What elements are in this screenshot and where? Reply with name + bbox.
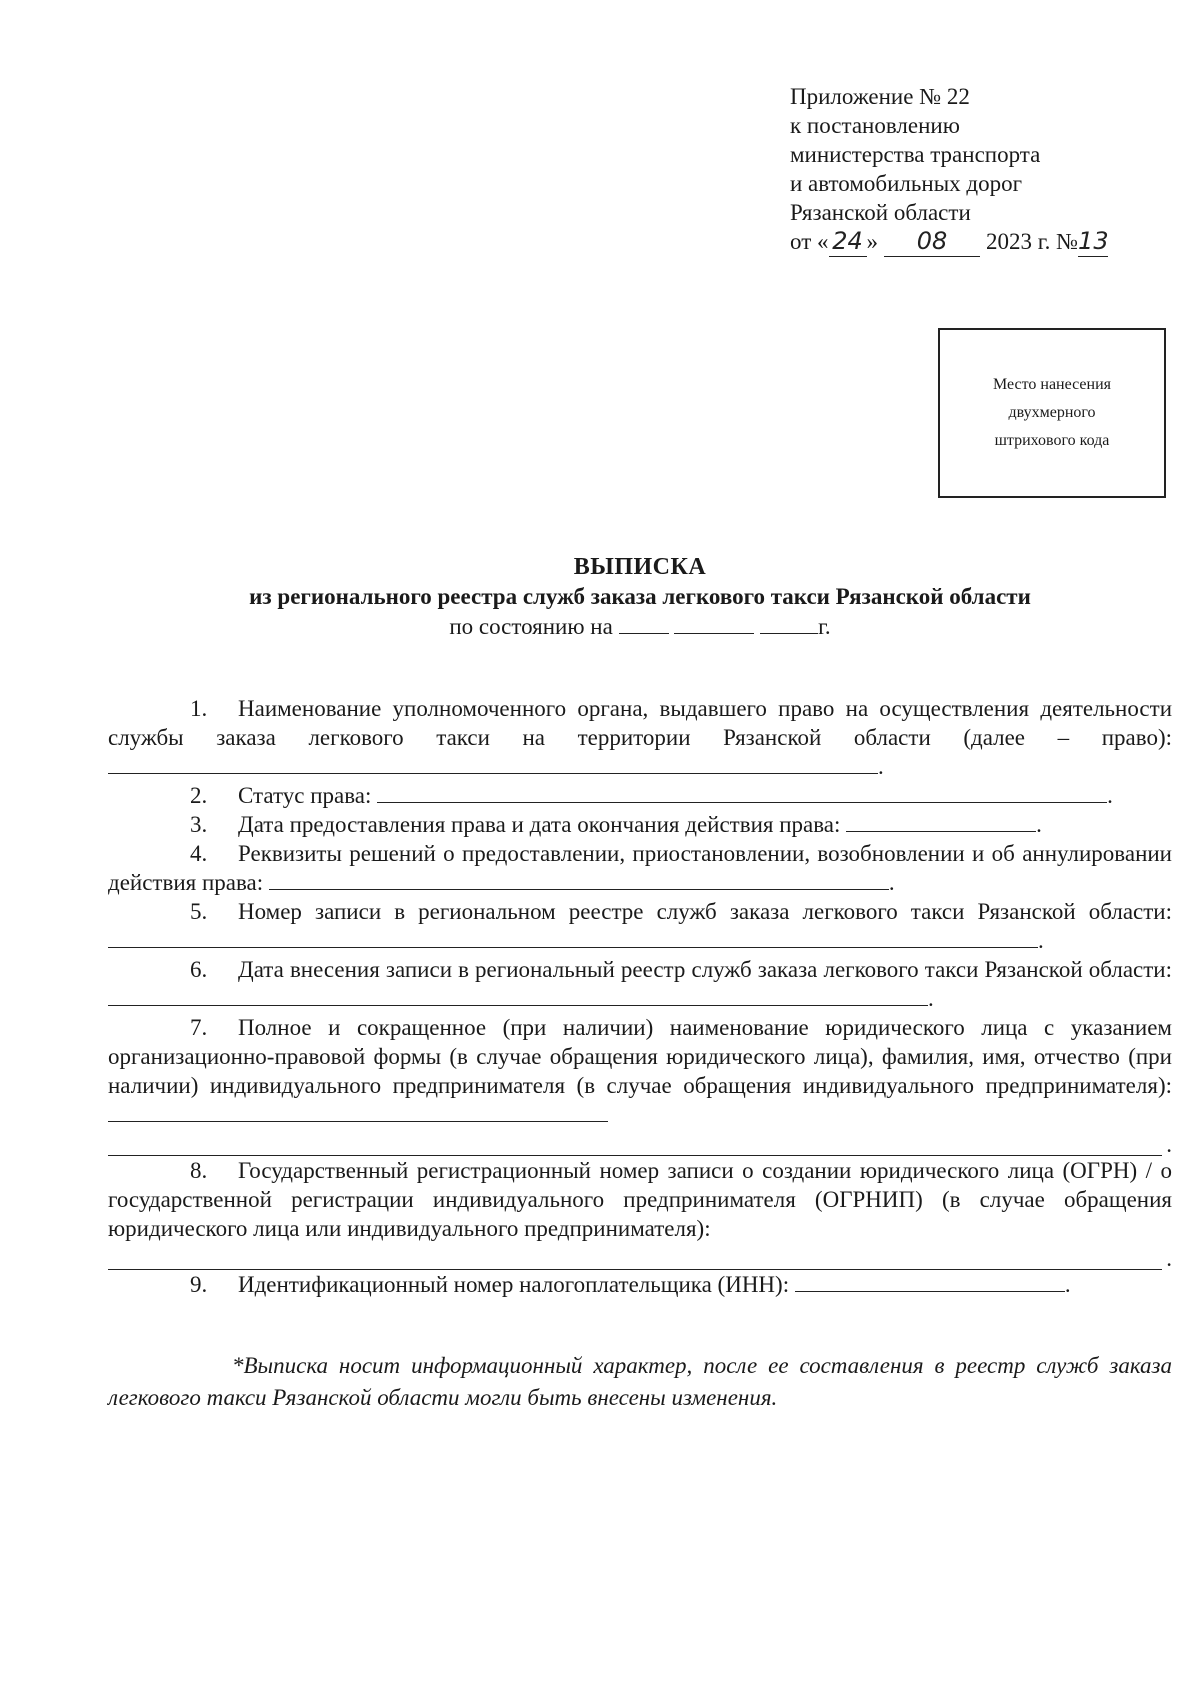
- field-entity-name[interactable]: [108, 1100, 608, 1122]
- barcode-label-3: штрихового кода: [994, 432, 1110, 449]
- as-of-year-blank[interactable]: [760, 613, 818, 634]
- informational-note: *Выписка носит информационный характер, после ее составления в реестр служб заказа легкового такси Рязанской области могли быть внесены изменения.: [108, 1353, 1172, 1410]
- appendix-number: Приложение № 22: [790, 84, 970, 109]
- form-item-8: 8. Государственный регистрационный номер записи о создании юридического лица (ОГРН) / о государственной регистрации индивидуального предпринимателя (ОГРНИП) (в случае обращения юридического лица или индивидуального предпринимателя):: [108, 1158, 1172, 1241]
- field-entity-name-continued[interactable]: [108, 1129, 1162, 1156]
- as-of-day-blank[interactable]: [619, 613, 669, 634]
- form-item-5: 5. Номер записи в региональном реестре служб заказа легкового такси Рязанской области: .: [108, 897, 1172, 955]
- form-item-7: 7. Полное и сокращенное (при наличии) наименование юридического лица с указанием организационно-правовой формы (в случае обращения юридического лица), фамилия, имя, отчество (при наличии) индивидуального предпринимателя (в случае обращения индивидуального предпринимателя):: [108, 1013, 1172, 1129]
- field-ogrn[interactable]: [108, 1243, 1162, 1270]
- handwritten-doc-number: 13: [1078, 227, 1109, 255]
- appendix-date-line: от « 24 » 08 2023 г. №13: [790, 227, 1109, 255]
- field-decisions[interactable]: [269, 868, 889, 890]
- field-right-dates[interactable]: [846, 810, 1036, 832]
- form-item-1: 1. Наименование уполномоченного органа, выдавшего право на осуществления деятельности службы заказа легкового такси на территории Рязанской области (далее – право): .: [108, 696, 1172, 779]
- form-item-4: 4. Реквизиты решений о предоставлении, приостановлении, возобновлении и об аннулировании действия права: .: [108, 841, 1172, 895]
- appendix-line-5: Рязанской области: [790, 200, 971, 225]
- barcode-label-1: Место нанесения: [992, 376, 1111, 393]
- document-title: ВЫПИСКА: [573, 554, 707, 580]
- as-of-line: по состоянию на г.: [449, 614, 831, 639]
- barcode-label-2: двухмерного: [1008, 404, 1096, 421]
- form-item-9: 9. Идентификационный номер налогоплательщика (ИНН): .: [190, 1272, 1071, 1297]
- document-subtitle: из регионального реестра служб заказа легкового такси Рязанской области: [249, 584, 1031, 609]
- appendix-line-2: к постановлению: [790, 113, 960, 138]
- handwritten-month: 08: [884, 227, 980, 257]
- appendix-line-4: и автомобильных дорог: [790, 171, 1023, 196]
- date-year: 2023 г. №: [986, 229, 1079, 254]
- barcode-placeholder-box: [938, 328, 1166, 498]
- title-block: [100, 552, 1180, 642]
- field-authority-name[interactable]: [108, 752, 878, 774]
- form-item-3: 3. Дата предоставления права и дата окончания действия права: .: [190, 812, 1042, 837]
- appendix-line-3: министерства транспорта: [790, 142, 1041, 167]
- form-item-2: 2. Статус права: .: [190, 783, 1113, 808]
- as-of-month-blank[interactable]: [674, 613, 754, 634]
- field-record-number[interactable]: [108, 926, 1038, 948]
- form-body: [108, 694, 1172, 1299]
- field-record-date[interactable]: [108, 984, 928, 1006]
- field-inn[interactable]: [795, 1270, 1065, 1292]
- handwritten-day: 24: [829, 227, 867, 257]
- field-right-status[interactable]: [377, 781, 1107, 803]
- appendix-header: [790, 82, 1108, 257]
- form-item-6: 6. Дата внесения записи в региональный реестр служб заказа легкового такси Рязанской области: .: [108, 955, 1172, 1013]
